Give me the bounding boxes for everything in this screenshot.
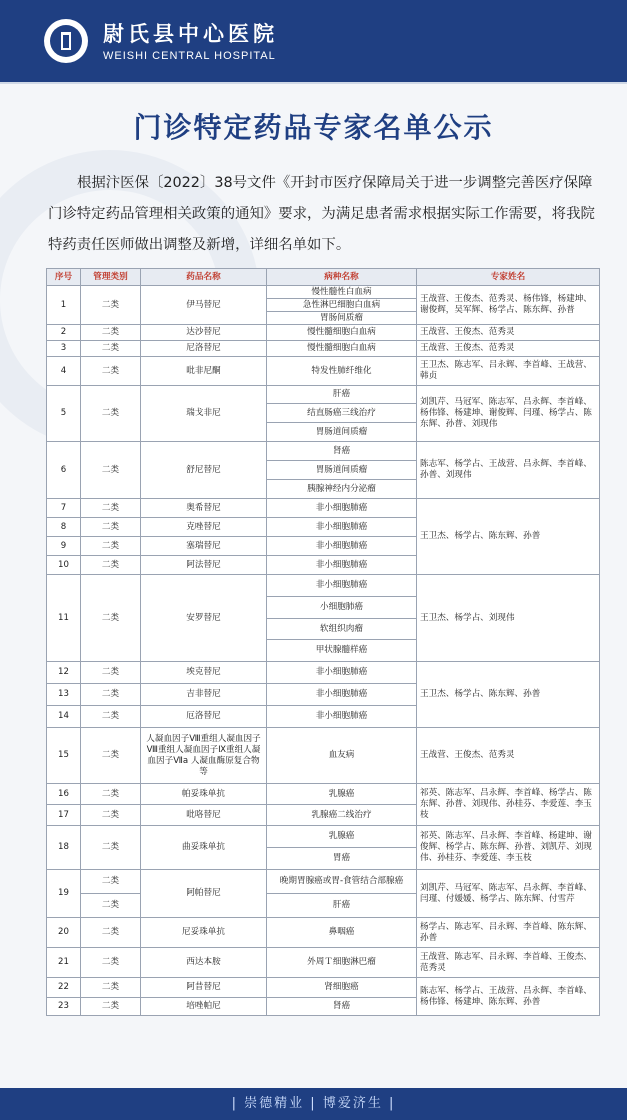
drug-name-cell: 奥希替尼 (141, 499, 267, 518)
disease-cell: 胃肠间质瘤 (267, 312, 417, 325)
disease-cell: 乳腺癌 (267, 784, 417, 805)
disease-cell: 鼻咽癌 (267, 918, 417, 948)
category-cell: 二类 (81, 978, 141, 998)
page-title: 门诊特定药品专家名单公示 (133, 111, 494, 144)
experts-cell: 王战营、王俊杰、范秀灵 (417, 325, 600, 341)
row-number-cell: 4 (47, 357, 81, 386)
row-number-cell: 19 (47, 870, 81, 918)
experts-cell: 陈志军、杨学占、王战营、吕永辉、李首峰、孙普、刘现伟 (417, 442, 600, 499)
category-cell: 二类 (81, 341, 141, 357)
table-row (47, 728, 600, 784)
disease-cell: 胃肠道间质瘤 (267, 423, 417, 442)
drug-name-cell: 吉非替尼 (141, 684, 267, 706)
row-number-cell: 21 (47, 948, 81, 978)
table-row (47, 948, 600, 978)
category-cell: 二类 (81, 826, 141, 870)
category-cell: 二类 (81, 386, 141, 442)
drug-name-cell: 西达本胺 (141, 948, 267, 978)
category-cell: 二类 (81, 442, 141, 499)
drug-name-cell: 吡咯替尼 (141, 805, 267, 826)
row-number-cell: 20 (47, 918, 81, 948)
category-cell: 二类 (81, 784, 141, 805)
drug-name-cell: 曲妥珠单抗 (141, 826, 267, 870)
row-number-cell: 22 (47, 978, 81, 998)
table-row (47, 325, 600, 341)
experts-cell: 王卫杰、杨学占、陈东辉、孙普 (417, 499, 600, 575)
hospital-name-cn: 尉氏县中心医院 (103, 21, 278, 46)
experts-cell: 王战营、王俊杰、范秀灵、杨伟锋，杨建坤、谢俊辉，吴军辉、杨学占、陈东辉、孙普 (417, 286, 600, 325)
row-number-cell: 17 (47, 805, 81, 826)
disease-cell: 慢性髓细胞白血病 (267, 341, 417, 357)
disease-cell: 非小细胞肺癌 (267, 518, 417, 537)
drug-name-cell: 培唑帕尼 (141, 998, 267, 1016)
header-cell-no: 序号 (47, 269, 81, 286)
disease-cell: 晚期胃腺癌或胃-食管结合部腺癌 (267, 870, 417, 894)
table-row (47, 357, 600, 386)
category-cell: 二类 (81, 357, 141, 386)
table-row (47, 784, 600, 805)
disease-cell: 非小细胞肺癌 (267, 499, 417, 518)
row-number-cell: 18 (47, 826, 81, 870)
expert-list-table (46, 268, 600, 1016)
row-number-cell: 14 (47, 706, 81, 728)
experts-cell: 刘凯芹、马冠军、陈志军、吕永辉、李首峰、杨伟锋、杨建坤、谢俊辉、闫瑾、杨学占、陈东辉、孙普、刘现伟 (417, 386, 600, 442)
disease-cell: 软组织肉瘤 (267, 619, 417, 640)
drug-name-cell: 人凝血因子Ⅷ重组人凝血因子Ⅷ重组人凝血因子Ⅸ重组人凝血因子Ⅶa 人凝血酶原复合物等 (141, 728, 267, 784)
category-cell: 二类 (81, 662, 141, 684)
table-row (47, 918, 600, 948)
drug-name-cell: 塞瑞替尼 (141, 537, 267, 556)
category-cell: 二类 (81, 518, 141, 537)
drug-name-cell: 吡非尼酮 (141, 357, 267, 386)
disease-cell: 结直肠癌三线治疗 (267, 404, 417, 423)
disease-cell: 肾细胞癌 (267, 978, 417, 998)
disease-cell: 非小细胞肺癌 (267, 684, 417, 706)
disease-cell: 外周Ｔ细胞淋巴瘤 (267, 948, 417, 978)
disease-cell: 肝癌 (267, 386, 417, 404)
disease-cell: 慢性髓性白血病 (267, 286, 417, 299)
table-row (47, 978, 600, 998)
drug-name-cell: 克唑替尼 (141, 518, 267, 537)
table-row (47, 499, 600, 518)
table-header-row (47, 269, 600, 286)
row-number-cell: 13 (47, 684, 81, 706)
header-cell-experts: 专家姓名 (417, 269, 600, 286)
drug-name-cell: 尼妥珠单抗 (141, 918, 267, 948)
table-row (47, 286, 600, 299)
header-cell-disease: 病种名称 (267, 269, 417, 286)
category-cell: 二类 (81, 575, 141, 662)
experts-cell: 王战营、陈志军、吕永辉、李首峰、王俊杰、范秀灵 (417, 948, 600, 978)
disease-cell: 胰腺神经内分泌瘤 (267, 480, 417, 499)
drug-name-cell: 尼洛替尼 (141, 341, 267, 357)
category-cell: 二类 (81, 728, 141, 784)
row-number-cell: 10 (47, 556, 81, 575)
table-row (47, 386, 600, 404)
drug-name-cell: 阿帕替尼 (141, 870, 267, 918)
row-number-cell: 16 (47, 784, 81, 805)
experts-cell: 祁英、陈志军、吕永辉、李首峰、杨建坤、谢俊辉、杨学占、陈东辉、孙普、刘凯芹、刘现伟、孙桂芬、李爱莲、李玉枝 (417, 826, 600, 870)
category-cell: 二类 (81, 998, 141, 1016)
category-cell: 二类 (81, 870, 141, 894)
row-number-cell: 2 (47, 325, 81, 341)
category-cell: 二类 (81, 948, 141, 978)
category-cell: 二类 (81, 894, 141, 918)
intro-paragraph: 根据汴医保〔2022〕38号文件《开封市医疗保障局关于进一步调整完善医疗保障门诊特定药品管理相关政策的通知》要求，为满足患者需求根据实际工作需要，将我院特药责任医师做出调整及新增，详细名单如下。 (48, 175, 595, 253)
row-number-cell: 15 (47, 728, 81, 784)
category-cell: 二类 (81, 325, 141, 341)
disease-cell: 胃癌 (267, 848, 417, 870)
drug-name-cell: 埃克替尼 (141, 662, 267, 684)
table-row (47, 870, 600, 894)
disease-cell: 非小细胞肺癌 (267, 575, 417, 597)
disease-cell: 慢性髓细胞白血病 (267, 325, 417, 341)
experts-cell: 王战营、王俊杰、范秀灵 (417, 728, 600, 784)
disease-cell: 肾癌 (267, 442, 417, 461)
disease-cell: 甲状腺髓样癌 (267, 640, 417, 662)
row-number-cell: 11 (47, 575, 81, 662)
table-row (47, 826, 600, 848)
disease-cell: 急性淋巴细胞白血病 (267, 299, 417, 312)
row-number-cell: 7 (47, 499, 81, 518)
disease-cell: 乳腺癌二线治疗 (267, 805, 417, 826)
hospital-logo-icon (44, 19, 88, 63)
drug-name-cell: 伊马替尼 (141, 286, 267, 325)
disease-cell: 肾癌 (267, 998, 417, 1016)
hospital-name-en: WEISHI CENTRAL HOSPITAL (103, 50, 276, 62)
header-cell-drug: 药品名称 (141, 269, 267, 286)
drug-name-cell: 厄洛替尼 (141, 706, 267, 728)
row-number-cell: 5 (47, 386, 81, 442)
category-cell: 二类 (81, 918, 141, 948)
footer-slogan: | 崇德精业 | 博爱济生 | (231, 1096, 396, 1111)
drug-name-cell: 阿法替尼 (141, 556, 267, 575)
disease-cell: 非小细胞肺癌 (267, 706, 417, 728)
experts-cell: 王战营、王俊杰、范秀灵 (417, 341, 600, 357)
drug-name-cell: 阿昔替尼 (141, 978, 267, 998)
row-number-cell: 9 (47, 537, 81, 556)
category-cell: 二类 (81, 706, 141, 728)
row-number-cell: 1 (47, 286, 81, 325)
disease-cell: 乳腺癌 (267, 826, 417, 848)
disease-cell: 非小细胞肺癌 (267, 556, 417, 575)
experts-cell: 王卫杰、杨学占、陈东辉、孙普 (417, 662, 600, 728)
table-row (47, 575, 600, 597)
footer-bar (0, 1088, 627, 1120)
experts-cell: 杨学占、陈志军、吕永辉、李首峰、陈东辉、孙普 (417, 918, 600, 948)
table-row (47, 662, 600, 684)
experts-cell: 祁英、陈志军、吕永辉、李首峰、杨学占、陈东辉、孙普、刘现伟、孙桂芬、李爱莲、李玉枝 (417, 784, 600, 826)
header-cell-category: 管理类别 (81, 269, 141, 286)
drug-name-cell: 安罗替尼 (141, 575, 267, 662)
category-cell: 二类 (81, 684, 141, 706)
table-row (47, 442, 600, 461)
drug-name-cell: 帕妥珠单抗 (141, 784, 267, 805)
row-number-cell: 6 (47, 442, 81, 499)
category-cell: 二类 (81, 286, 141, 325)
disease-cell: 非小细胞肺癌 (267, 537, 417, 556)
row-number-cell: 12 (47, 662, 81, 684)
disease-cell: 非小细胞肺癌 (267, 662, 417, 684)
hospital-header (0, 0, 627, 82)
category-cell: 二类 (81, 537, 141, 556)
row-number-cell: 8 (47, 518, 81, 537)
drug-name-cell: 瑞戈非尼 (141, 386, 267, 442)
disease-cell: 肝癌 (267, 894, 417, 918)
table-row (47, 341, 600, 357)
experts-cell: 王卫杰、杨学占、刘现伟 (417, 575, 600, 662)
disease-cell: 胃肠道间质瘤 (267, 461, 417, 480)
drug-name-cell: 达沙替尼 (141, 325, 267, 341)
category-cell: 二类 (81, 556, 141, 575)
experts-cell: 刘凯芹、马冠军、陈志军、吕永辉、李首峰、闫瑾、付媛媛、杨学占、陈东辉、付雪芹 (417, 870, 600, 918)
category-cell: 二类 (81, 499, 141, 518)
disease-cell: 血友病 (267, 728, 417, 784)
category-cell: 二类 (81, 805, 141, 826)
drug-name-cell: 舒尼替尼 (141, 442, 267, 499)
disease-cell: 小细胞肺癌 (267, 597, 417, 619)
row-number-cell: 3 (47, 341, 81, 357)
header-divider (0, 82, 627, 84)
row-number-cell: 23 (47, 998, 81, 1016)
experts-cell: 陈志军、杨学占、王战营、吕永辉、李首峰、杨伟锋、杨建坤、陈东辉、孙普 (417, 978, 600, 1016)
experts-cell: 王卫杰、陈志军、吕永辉、李首峰、王战营、韩贞 (417, 357, 600, 386)
disease-cell: 特发性肺纤维化 (267, 357, 417, 386)
